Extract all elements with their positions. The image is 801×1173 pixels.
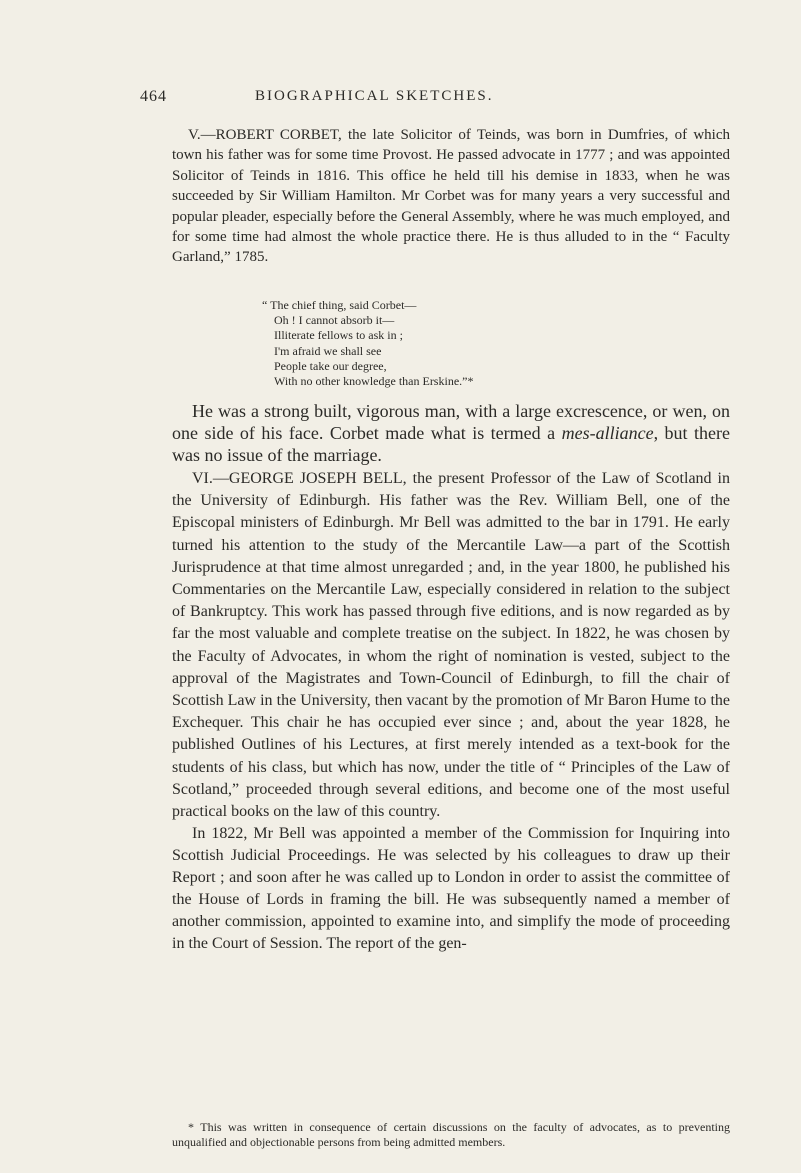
- page-number: 464: [140, 88, 167, 105]
- verse-line: Illiterate fellows to ask in ;: [274, 328, 403, 343]
- paragraph-text: He was a strong built, vigorous man, with a large excrescence, or wen, on one side of his face. Corbet made what is termed a: [172, 401, 730, 443]
- verse-quotation: [262, 298, 582, 389]
- paragraph-corbet: V.—ROBERT CORBET, the late Solicitor of Teinds, was born in Dumfries, of which town his father was for some time Provost. He passed advocate in 1777 ; and was appointed Solicitor of Teinds in 1816. This office he held till his demise in 1833, when he was succeeded by Sir William Hamilton. Mr Corbet was for many years a very successful and popular pleader, especially before the General Assembly, where he was much employed, and for some time had almost the whole practice there. He is thus alluded to in the “ Faculty Garland,” 1785.: [172, 127, 730, 266]
- running-head: BIOGRAPHICAL SKETCHES.: [255, 88, 494, 104]
- paragraph-bell: VI.—GEORGE JOSEPH BELL, the present Professor of the Law of Scotland in the University of Edinburgh. His father was the Rev. William Bell, one of the Episcopal ministers of Edinburgh. Mr Bell was admitted to the bar in 1791. He early turned his attention to the study of the Mercantile Law—a part of the Scottish Jurisprudence at that time almost unregarded ; and, in the year 1800, he published his Commentaries on the Mercantile Law, especially considered in relation to the subject of Bankruptcy. This work has passed through five editions, and is now regarded as by far the most valuable and complete treatise on the subject. In 1822, he was chosen by the Faculty of Advocates, in whom the right of nomination is vested, subject to the approval of the Magistrates and Town-Council of Edinburgh, to fill the chair of Scottish Law in the University, then vacant by the promotion of Mr Baron Hume to the Exchequer. This chair he has occupied ever since ; and, about the year 1828, he published Outlines of his Lectures, at first merely intended as a text-book for the students of his class, but which has now, under the title of “ Principles of the Law of Scotland,” proceeded through several editions, and become one of the most useful practical books on the law of this country.: [172, 470, 730, 821]
- paragraph-corbet-description: [172, 400, 730, 466]
- paragraph-text: , but there was no issue of the marriage.: [172, 423, 731, 465]
- verse-line: Oh ! I cannot absorb it—: [274, 313, 395, 328]
- verse-line: With no other knowledge than Erskine.”*: [274, 374, 474, 389]
- page-header: [0, 88, 801, 112]
- verse-line: “ The chief thing, said Corbet—: [262, 298, 417, 312]
- footnote: * This was written in consequence of certain discussions on the faculty of advocates, as to preventing unqualified and objectionable persons from being admitted members.: [172, 1120, 730, 1149]
- italic-term: mes-alliance: [561, 423, 654, 443]
- paragraph-bell-commission: In 1822, Mr Bell was appointed a member of the Commission for Inquiring into Scottish Judicial Proceedings. He was selected by his colleagues to draw up their Report ; and soon after he was called up to London in order to assist the committee of the House of Lords in framing the bill. He was subsequently named a member of another commission, appointed to examine into, and simplify the mode of proceeding in the Court of Session. The report of the gen-: [172, 825, 730, 952]
- verse-line: I'm afraid we shall see: [274, 343, 382, 358]
- verse-line: People take our degree,: [274, 358, 387, 373]
